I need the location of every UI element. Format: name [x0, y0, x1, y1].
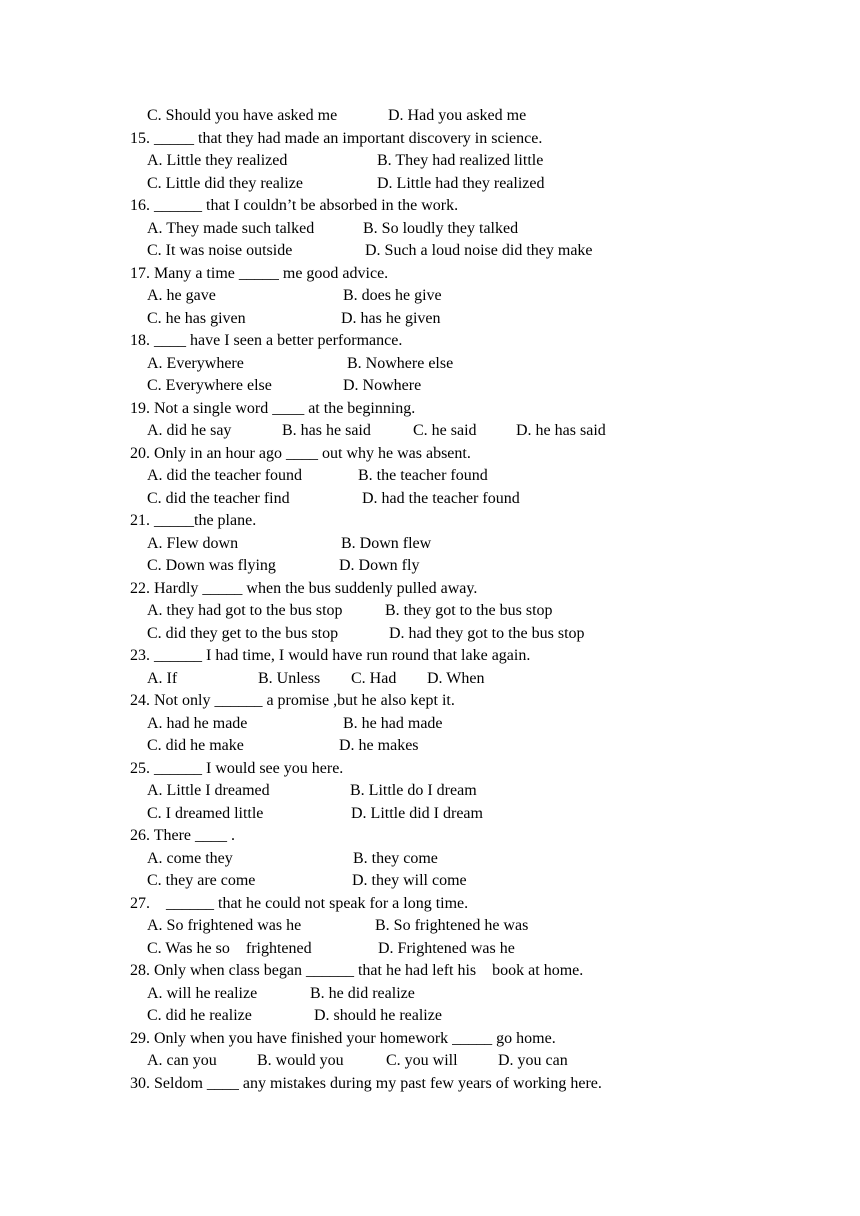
answer-option: D. When — [427, 669, 485, 687]
question-stem: 27. ______ that he could not speak for a long time. — [130, 894, 469, 912]
answer-option: A. he gave — [147, 287, 216, 304]
answer-option: D. Down fly — [339, 557, 420, 574]
answer-option: C. you will — [386, 1052, 458, 1069]
answer-option: C. Was he so frightened — [147, 939, 312, 957]
question-stem: 26. There ____ . — [130, 827, 236, 844]
answer-option: B. does he give — [343, 287, 442, 304]
answer-option: C. they are come — [147, 872, 256, 889]
answer-option: D. Frightened was he — [378, 939, 515, 957]
answer-option: A. did the teacher found — [147, 467, 303, 484]
answer-option: C. he has given — [147, 309, 246, 327]
answer-option: B. they come — [353, 849, 438, 867]
answer-option: B. would you — [257, 1052, 344, 1069]
answer-option: A. Everywhere — [147, 354, 244, 372]
answer-option: D. has he given — [341, 309, 441, 327]
answer-option: C. Little did they realize — [147, 174, 303, 192]
answer-option: D. Had you asked me — [388, 107, 527, 124]
answer-option: A. can you — [147, 1052, 217, 1069]
question-stem: 29. Only when you have finished your homework _____ go home. — [130, 1029, 556, 1047]
answer-option: C. did the teacher find — [147, 489, 290, 507]
answer-option: B. Little do I dream — [350, 782, 477, 799]
answer-option: D. Little did I dream — [351, 804, 483, 822]
answer-option: B. Unless — [258, 669, 321, 687]
answer-option: A. They made such talked — [147, 219, 315, 237]
answer-option: C. Should you have asked me — [147, 107, 338, 124]
answer-option: D. they will come — [352, 872, 467, 889]
answer-option: A. they had got to the bus stop — [147, 602, 343, 619]
answer-option: D. you can — [498, 1052, 568, 1069]
question-stem: 30. Seldom ____ any mistakes during my past few years of working here. — [130, 1074, 602, 1092]
question-stem: 18. ____ have I seen a better performance. — [130, 332, 403, 349]
answer-option: D. Nowhere — [343, 377, 422, 394]
answer-option: C. Down was flying — [147, 557, 276, 574]
question-stem: 22. Hardly _____ when the bus suddenly pulled away. — [130, 579, 478, 597]
answer-option: D. had the teacher found — [362, 489, 520, 507]
answer-option: A. Flew down — [147, 534, 239, 552]
answer-option: B. So frightened he was — [375, 917, 529, 934]
question-stem: 20. Only in an hour ago ____ out why he was absent. — [130, 444, 471, 462]
answer-option: B. he had made — [343, 714, 443, 732]
answer-option: C. I dreamed little — [147, 804, 264, 822]
answer-option: C. did they get to the bus stop — [147, 624, 339, 642]
answer-option: A. So frightened was he — [147, 917, 302, 934]
answer-option: C. did he realize — [147, 1007, 252, 1024]
answer-option: A. If — [147, 669, 178, 687]
answer-option: B. Down flew — [341, 534, 432, 552]
answer-option: C. Had — [351, 669, 397, 687]
answer-option: A. Little they realized — [147, 152, 288, 169]
question-stem: 21. _____the plane. — [130, 512, 257, 529]
answer-option: D. should he realize — [314, 1007, 442, 1024]
question-stem: 24. Not only ______ a promise ,but he also kept it. — [130, 692, 455, 709]
question-stem: 15. _____ that they had made an important discovery in science. — [130, 129, 543, 147]
answer-option: C. It was noise outside — [147, 242, 293, 259]
answer-option: D. he has said — [516, 422, 606, 439]
answer-option: A. did he say — [147, 422, 232, 439]
answer-option: A. will he realize — [147, 984, 258, 1002]
answer-option: C. did he make — [147, 737, 244, 754]
answer-option: D. had they got to the bus stop — [389, 624, 585, 642]
question-stem: 19. Not a single word ____ at the beginning. — [130, 399, 416, 417]
answer-option: B. they got to the bus stop — [385, 602, 553, 619]
answer-option: A. Little I dreamed — [147, 782, 270, 799]
answer-option: B. the teacher found — [358, 467, 488, 484]
answer-option: A. had he made — [147, 714, 248, 732]
answer-option: B. They had realized little — [377, 152, 544, 169]
answer-option: B. has he said — [282, 422, 371, 439]
answer-option: B. So loudly they talked — [363, 219, 519, 237]
answer-option: B. he did realize — [310, 984, 415, 1002]
question-stem: 28. Only when class began ______ that he had left his book at home. — [130, 962, 584, 979]
question-stem: 23. ______ I had time, I would have run round that lake again. — [130, 647, 531, 664]
answer-option: C. he said — [413, 422, 477, 439]
question-stem: 16. ______ that I couldn’t be absorbed in the work. — [130, 197, 459, 214]
question-stem: 17. Many a time _____ me good advice. — [130, 264, 389, 282]
question-stem: 25. ______ I would see you here. — [130, 759, 344, 777]
answer-option: C. Everywhere else — [147, 377, 272, 394]
answer-option: D. he makes — [339, 737, 419, 754]
answer-option: B. Nowhere else — [347, 354, 454, 372]
answer-option: D. Such a loud noise did they make — [365, 242, 593, 259]
answer-option: A. come they — [147, 849, 233, 867]
answer-option: D. Little had they realized — [377, 174, 545, 192]
